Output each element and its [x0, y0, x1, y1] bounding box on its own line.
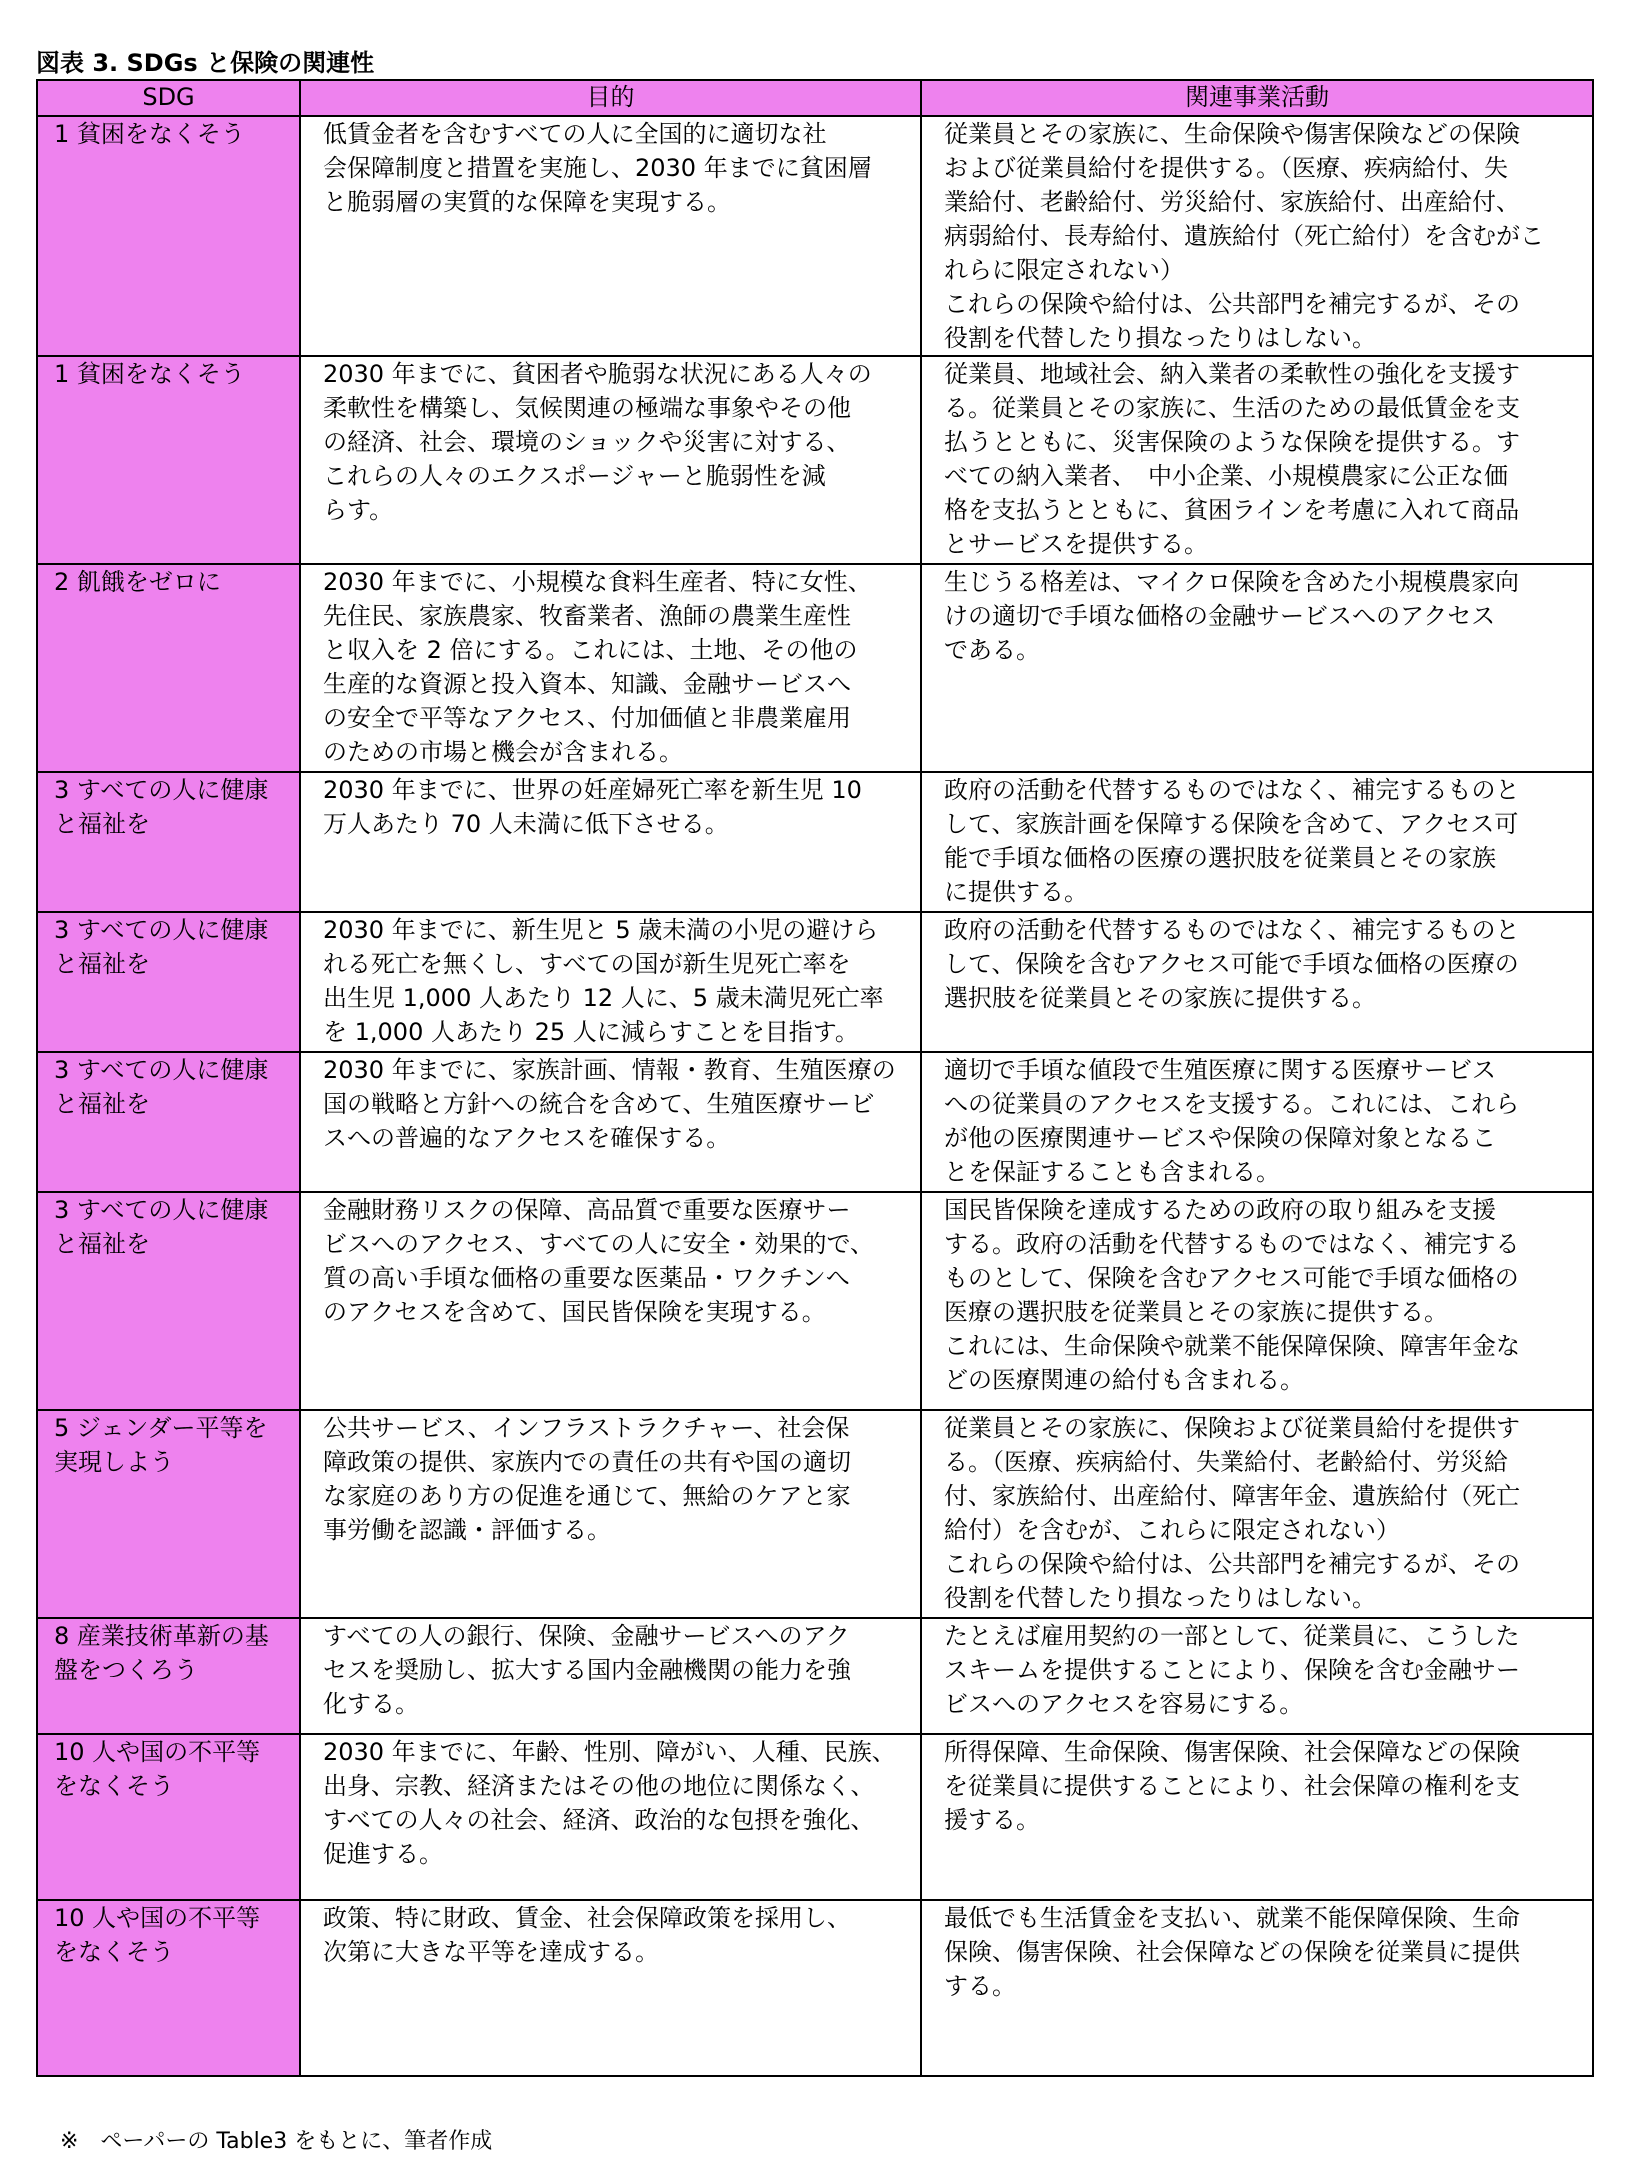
goal-text-line: 事労働を認識・評価する。	[323, 1516, 611, 1544]
activity-text-line: 給付）を含むが、これらに限定されない）	[944, 1516, 1400, 1544]
table-row	[37, 116, 1593, 356]
activity-text-line: 援する。	[944, 1806, 1040, 1834]
sdg-cell	[37, 912, 300, 1052]
activity-text-line: 役割を代替したり損なったりはしない。	[944, 1584, 1376, 1612]
goal-cell	[300, 1734, 921, 1900]
sdg-insurance-table	[36, 79, 1594, 2077]
sdg-text-line: 1 貧困をなくそう	[54, 360, 245, 388]
sdg-text-line: 5 ジェンダー平等を	[54, 1414, 268, 1442]
goal-text-line: 化する。	[323, 1690, 419, 1718]
table-row	[37, 564, 1593, 772]
activity-text-line: る。従業員とその家族に、生活のための最低賃金を支	[944, 394, 1520, 422]
goal-cell	[300, 772, 921, 912]
activity-text-line: 付、家族給付、出産給付、障害年金、遺族給付（死亡	[944, 1482, 1520, 1510]
goal-text-line: 2030 年までに、世界の妊産婦死亡率を新生児 10	[323, 776, 862, 804]
activity-text-line: 政府の活動を代替するものではなく、補完するものと	[944, 776, 1520, 804]
activity-cell	[921, 1734, 1593, 1900]
activity-text-line: を従業員に提供することにより、社会保障の権利を支	[944, 1772, 1520, 1800]
goal-text-line: 公共サービス、インフラストラクチャー、社会保	[323, 1414, 850, 1442]
activity-text-line: が他の医療関連サービスや保険の保障対象となるこ	[944, 1124, 1496, 1152]
goal-text-line: 低賃金者を含むすべての人に全国的に適切な社	[323, 120, 827, 148]
activity-cell	[921, 772, 1593, 912]
sdg-cell	[37, 1900, 300, 2076]
activity-text-line: 従業員とその家族に、保険および従業員給付を提供す	[944, 1414, 1520, 1442]
goal-text-line: 金融財務リスクの保障、高品質で重要な医療サー	[323, 1196, 851, 1224]
activity-text-line: 格を支払うとともに、貧困ラインを考慮に入れて商品	[944, 496, 1520, 524]
goal-text-line: 次第に大きな平等を達成する。	[323, 1938, 659, 1966]
activity-text-line: どの医療関連の給付も含まれる。	[944, 1366, 1304, 1394]
goal-cell	[300, 1192, 921, 1410]
table-row	[37, 1410, 1593, 1618]
activity-cell	[921, 1192, 1593, 1410]
activity-text-line: れらに限定されない）	[944, 256, 1184, 284]
sdg-text-line: をなくそう	[54, 1938, 174, 1966]
sdg-text-line: 盤をつくろう	[54, 1656, 198, 1684]
goal-text-line: らす。	[323, 496, 394, 524]
sdg-text-line: 3 すべての人に健康	[54, 776, 269, 804]
activity-text-line: および従業員給付を提供する。（医療、疾病給付、失	[944, 154, 1508, 182]
activity-text-line: 最低でも生活賃金を支払い、就業不能保障保険、生命	[944, 1904, 1520, 1932]
activity-text-line: これらの保険や給付は、公共部門を補完するが、その	[944, 1550, 1520, 1578]
activity-text-line: べての納入業者、 中小企業、小規模農家に公正な価	[944, 462, 1508, 490]
activity-text-line: 能で手頃な価格の医療の選択肢を従業員とその家族	[944, 844, 1496, 872]
sdg-text-line: 実現しよう	[54, 1448, 174, 1476]
goal-text-line: ビスへのアクセス、すべての人に安全・効果的で、	[323, 1230, 875, 1258]
goal-text-line: すべての人の銀行、保険、金融サービスへのアク	[323, 1622, 850, 1650]
goal-cell	[300, 564, 921, 772]
activity-text-line: する。政府の活動を代替するものではなく、補完する	[944, 1230, 1520, 1258]
table-header-row	[37, 80, 1593, 116]
goal-cell	[300, 912, 921, 1052]
goal-text-line: スへの普遍的なアクセスを確保する。	[323, 1124, 731, 1152]
goal-text-line: 質の高い手頃な価格の重要な医薬品・ワクチンへ	[323, 1264, 850, 1292]
sdg-cell	[37, 1052, 300, 1192]
activity-cell	[921, 1900, 1593, 2076]
goal-text-line: 2030 年までに、貧困者や脆弱な状況にある人々の	[323, 360, 872, 388]
activity-text-line: 従業員、地域社会、納入業者の柔軟性の強化を支援す	[944, 360, 1520, 388]
activity-text-line: して、保険を含むアクセス可能で手頃な価格の医療の	[944, 950, 1519, 978]
goal-cell	[300, 116, 921, 356]
sdg-cell	[37, 116, 300, 356]
sdg-text-line: 8 産業技術革新の基	[54, 1622, 269, 1650]
sdg-text-line: 10 人や国の不平等	[54, 1904, 261, 1932]
activity-text-line: 業給付、老齢給付、労災給付、家族給付、出産給付、	[944, 188, 1520, 216]
table-row	[37, 1734, 1593, 1900]
activity-text-line: たとえば雇用契約の一部として、従業員に、こうした	[944, 1622, 1520, 1650]
activity-text-line: 保険、傷害保険、社会保障などの保険を従業員に提供	[944, 1938, 1520, 1966]
activity-text-line: 医療の選択肢を従業員とその家族に提供する。	[944, 1298, 1448, 1326]
sdg-text-line: 3 すべての人に健康	[54, 1196, 269, 1224]
table-body	[37, 116, 1593, 2076]
table-row	[37, 1052, 1593, 1192]
goal-text-line: 2030 年までに、新生児と 5 歳未満の小児の避けら	[323, 916, 879, 944]
activity-cell	[921, 116, 1593, 356]
sdg-cell	[37, 1192, 300, 1410]
sdg-text-line: と福祉を	[54, 950, 150, 978]
goal-text-line: 先住民、家族農家、牧畜業者、漁師の農業生産性	[323, 602, 851, 630]
goal-text-line: 柔軟性を構築し、気候関連の極端な事象やその他	[323, 394, 851, 422]
sdg-text-line: と福祉を	[54, 1230, 150, 1258]
sdg-text-line: と福祉を	[54, 810, 150, 838]
table-row	[37, 1900, 1593, 2076]
header-goal: 目的	[300, 80, 921, 116]
goal-text-line: 会保障制度と措置を実施し、2030 年までに貧困層	[323, 154, 872, 182]
activity-text-line: これには、生命保険や就業不能保障保険、障害年金な	[944, 1332, 1520, 1360]
table-row	[37, 356, 1593, 564]
sdg-text-line: 10 人や国の不平等	[54, 1738, 261, 1766]
goal-text-line: 障政策の提供、家族内での責任の共有や国の適切	[323, 1448, 851, 1476]
goal-text-line: 促進する。	[323, 1840, 443, 1868]
activity-cell	[921, 564, 1593, 772]
sdg-text-line: と福祉を	[54, 1090, 150, 1118]
activity-text-line: 所得保障、生命保険、傷害保険、社会保障などの保険	[944, 1738, 1520, 1766]
activity-text-line: 適切で手頃な値段で生殖医療に関する医療サービス	[944, 1056, 1496, 1084]
sdg-cell	[37, 1734, 300, 1900]
goal-cell	[300, 1052, 921, 1192]
sdg-text-line: をなくそう	[54, 1772, 174, 1800]
sdg-cell	[37, 1410, 300, 1618]
activity-text-line: 政府の活動を代替するものではなく、補完するものと	[944, 916, 1520, 944]
sdg-text-line: 1 貧困をなくそう	[54, 120, 245, 148]
goal-text-line: 2030 年までに、家族計画、情報・教育、生殖医療の	[323, 1056, 896, 1084]
activity-cell	[921, 1618, 1593, 1734]
activity-text-line: スキームを提供することにより、保険を含む金融サー	[944, 1656, 1520, 1684]
footnote: ※ ペーパーの Table3 をもとに、筆者作成	[60, 2129, 493, 2154]
goal-cell	[300, 1900, 921, 2076]
activity-text-line: 払うとともに、災害保険のような保険を提供する。す	[944, 428, 1520, 456]
sdg-cell	[37, 772, 300, 912]
goal-text-line: 2030 年までに、年齢、性別、障がい、人種、民族、	[323, 1738, 896, 1766]
goal-text-line: 政策、特に財政、賃金、社会保障政策を採用し、	[323, 1904, 851, 1932]
activity-cell	[921, 356, 1593, 564]
activity-text-line: して、家族計画を保障する保険を含めて、アクセス可	[944, 810, 1519, 838]
activity-text-line: 役割を代替したり損なったりはしない。	[944, 324, 1376, 352]
activity-text-line: 病弱給付、長寿給付、遺族給付（死亡給付）を含むがこ	[944, 222, 1544, 250]
goal-text-line: 出生児 1,000 人あたり 12 人に、5 歳未満児死亡率	[323, 984, 884, 1012]
table-row	[37, 772, 1593, 912]
header-activity: 関連事業活動	[921, 80, 1593, 116]
goal-text-line: これらの人々のエクスポージャーと脆弱性を減	[323, 462, 826, 490]
goal-text-line: 万人あたり 70 人未満に低下させる。	[323, 810, 729, 838]
goal-text-line: の経済、社会、環境のショックや災害に対する、	[323, 428, 851, 456]
activity-text-line: ビスへのアクセスを容易にする。	[944, 1690, 1304, 1718]
goal-text-line: 国の戦略と方針への統合を含めて、生殖医療サービ	[323, 1090, 875, 1118]
goal-text-line: 出身、宗教、経済またはその他の地位に関係なく、	[323, 1772, 875, 1800]
sdg-cell	[37, 564, 300, 772]
goal-text-line: のアクセスを含めて、国民皆保険を実現する。	[323, 1298, 826, 1326]
activity-text-line: とを保証することも含まれる。	[944, 1158, 1280, 1186]
sdg-text-line: 2 飢餓をゼロに	[54, 568, 221, 596]
activity-text-line: 従業員とその家族に、生命保険や傷害保険などの保険	[944, 120, 1520, 148]
activity-text-line: への従業員のアクセスを支援する。これには、これら	[944, 1090, 1520, 1118]
activity-text-line: とサービスを提供する。	[944, 530, 1208, 558]
table-row	[37, 912, 1593, 1052]
activity-text-line: ものとして、保険を含むアクセス可能で手頃な価格の	[944, 1264, 1519, 1292]
goal-cell	[300, 356, 921, 564]
goal-text-line: セスを奨励し、拡大する国内金融機関の能力を強	[323, 1656, 851, 1684]
document-title: 図表 3. SDGs と保険の関連性	[36, 49, 375, 77]
goal-text-line: れる死亡を無くし、すべての国が新生児死亡率を	[323, 950, 851, 978]
activity-text-line: 国民皆保険を達成するための政府の取り組みを支援	[944, 1196, 1496, 1224]
activity-text-line: する。	[944, 1972, 1016, 2000]
activity-text-line: これらの保険や給付は、公共部門を補完するが、その	[944, 290, 1520, 318]
sdg-cell	[37, 356, 300, 564]
goal-text-line: と脆弱層の実質的な保障を実現する。	[323, 188, 731, 216]
activity-text-line: である。	[944, 636, 1040, 664]
header-sdg: SDG	[37, 80, 300, 116]
table-row	[37, 1192, 1593, 1410]
sdg-text-line: 3 すべての人に健康	[54, 916, 269, 944]
activity-text-line: 選択肢を従業員とその家族に提供する。	[944, 984, 1376, 1012]
activity-cell	[921, 1052, 1593, 1192]
goal-text-line: のための市場と機会が含まれる。	[323, 738, 683, 766]
goal-cell	[300, 1618, 921, 1734]
goal-text-line: 生産的な資源と投入資本、知識、金融サービスへ	[323, 670, 851, 698]
activity-text-line: る。（医療、疾病給付、失業給付、老齢給付、労災給	[944, 1448, 1508, 1476]
goal-text-line: な家庭のあり方の促進を通じて、無給のケアと家	[323, 1482, 851, 1510]
activity-text-line: けの適切で手頃な価格の金融サービスへのアクセス	[944, 602, 1496, 630]
goal-text-line: と収入を 2 倍にする。これには、土地、その他の	[323, 636, 858, 664]
goal-text-line: の安全で平等なアクセス、付加価値と非農業雇用	[323, 704, 851, 732]
sdg-cell	[37, 1618, 300, 1734]
table-row	[37, 1618, 1593, 1734]
goal-text-line: すべての人々の社会、経済、政治的な包摂を強化、	[323, 1806, 875, 1834]
activity-text-line: に提供する。	[944, 878, 1088, 906]
goal-text-line: 2030 年までに、小規模な食料生産者、特に女性、	[323, 568, 872, 596]
goal-text-line: を 1,000 人あたり 25 人に減らすことを目指す。	[323, 1018, 859, 1046]
goal-cell	[300, 1410, 921, 1618]
activity-text-line: 生じうる格差は、マイクロ保険を含めた小規模農家向	[944, 568, 1520, 596]
sdg-text-line: 3 すべての人に健康	[54, 1056, 269, 1084]
activity-cell	[921, 1410, 1593, 1618]
activity-cell	[921, 912, 1593, 1052]
